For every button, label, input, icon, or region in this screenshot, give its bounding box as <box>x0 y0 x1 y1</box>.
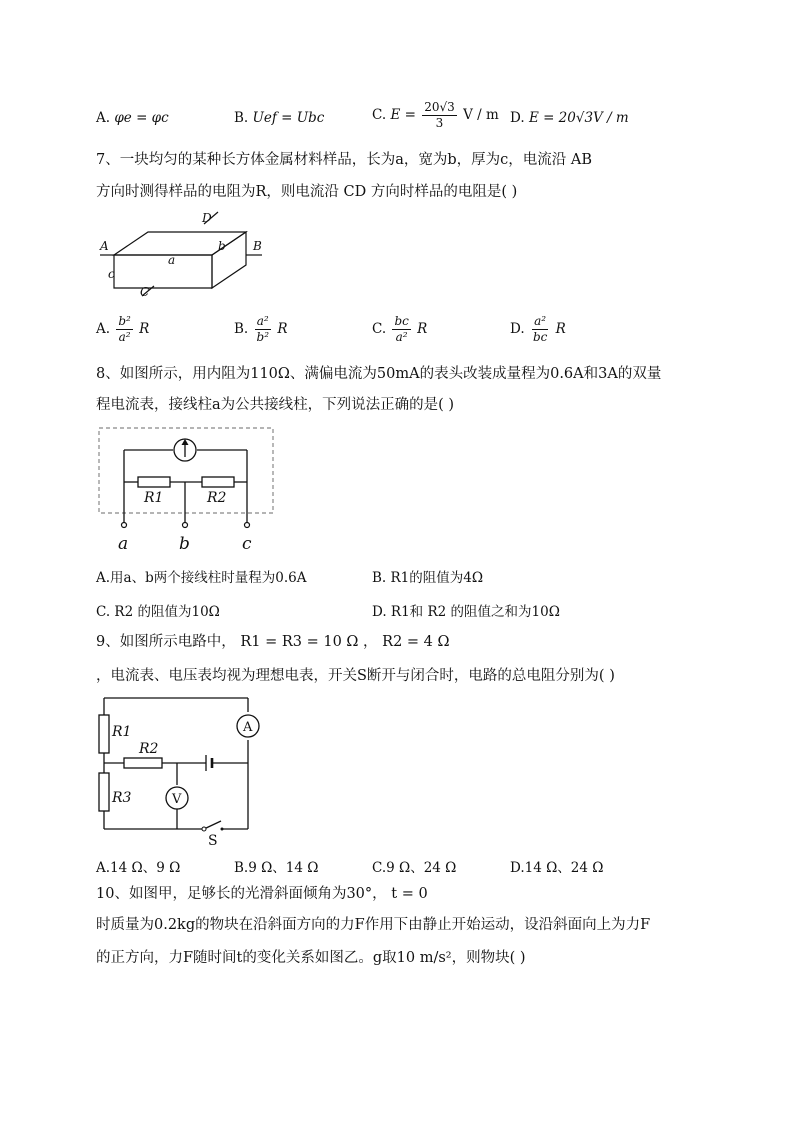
resistor-r1 <box>138 477 170 487</box>
label-R2: R2 <box>139 741 159 757</box>
switch-contact <box>221 828 224 831</box>
terminal-c <box>245 523 250 528</box>
q8-option-c[interactable]: C. R2 的阻值为10Ω <box>96 604 220 620</box>
q6-option-a[interactable]: A. φe = φc <box>96 110 169 126</box>
q9-stem-line2: ，电流表、电压表均视为理想电表，开关S断开与闭合时，电路的总电阻分别为( ) <box>96 668 615 684</box>
q10-stem-line1: 10、如图甲，足够长的光滑斜面倾角为30°， t = 0 <box>96 886 428 902</box>
q10-stem-line3: 的正方向，力F随时间t的变化关系如图乙。g取10 m/s²，则物块( ) <box>96 950 526 966</box>
label-b: b <box>179 534 190 554</box>
ammeter-label: A <box>243 720 253 735</box>
q6-option-b-expr: Uef = Ubc <box>252 110 325 126</box>
q9-stem-line1: 9、如图所示电路中， R1 = R3 = 10 Ω ， R2 = 4 Ω <box>96 634 450 650</box>
label-R1: R1 <box>112 724 132 740</box>
q9-option-d[interactable]: D.14 Ω、24 Ω <box>510 860 604 876</box>
label-D: D <box>202 211 212 225</box>
q8-ammeter-circuit <box>96 425 281 555</box>
label-C: C <box>140 285 150 299</box>
q6-option-d[interactable]: D. E = 20√3V / m <box>510 110 629 126</box>
q8-stem-line2: 程电流表，接线柱a为公共接线柱，下列说法正确的是( ) <box>96 397 455 413</box>
label-c: c <box>108 267 115 281</box>
cuboid-front-face <box>114 255 212 288</box>
resistor-r2 <box>124 758 162 768</box>
q8-option-a[interactable]: A.用a、b两个接线柱时量程为0.6A <box>96 570 307 586</box>
label-R2: R2 <box>207 490 227 506</box>
q6-option-b[interactable]: B. Uef = Ubc <box>234 110 325 126</box>
switch-pivot <box>202 827 206 831</box>
switch-blade <box>204 821 221 829</box>
terminal-a <box>122 523 127 528</box>
q7-option-d[interactable]: D. $\frac{\text{a²}}{bc}$ R <box>510 314 566 344</box>
label-B: B <box>253 239 262 253</box>
q6-option-c-fraction: $\frac{20√3}{3}$ <box>424 100 455 130</box>
label-b: b <box>218 239 226 253</box>
resistor-r1 <box>99 715 109 753</box>
q9-option-a[interactable]: A.14 Ω、9 Ω <box>96 860 181 876</box>
q9-option-b[interactable]: B.9 Ω、14 Ω <box>234 860 319 876</box>
q7-stem-line2: 方向时测得样品的电阻为R，则电流沿 CD 方向时样品的电阻是( ) <box>96 184 518 200</box>
q8-option-d[interactable]: D. R1和 R2 的阻值之和为10Ω <box>372 604 560 620</box>
label-a: a <box>168 253 176 267</box>
label-a: a <box>118 534 129 554</box>
label-A: A <box>100 239 109 253</box>
resistor-r3 <box>99 773 109 811</box>
label-R3: R3 <box>112 790 132 806</box>
q6-option-c[interactable]: C. E = $\frac{20√3}{3}$ V / m <box>372 100 499 130</box>
q7-cuboid-figure <box>96 210 276 300</box>
q7-option-c[interactable]: C. $\frac{bc}{\text{a²}}$ R <box>372 314 428 344</box>
terminal-b <box>183 523 188 528</box>
voltmeter-label: V <box>172 792 182 807</box>
q7-stem-line1: 7、一块均匀的某种长方体金属材料样品，长为a，宽为b，厚为c，电流沿 AB <box>96 152 593 168</box>
q7-option-b[interactable]: B. $\frac{\text{a²}}{\text{b²}}$ R <box>234 314 288 344</box>
label-R1: R1 <box>144 490 164 506</box>
q8-stem-line1: 8、如图所示，用内阻为110Ω、满偏电流为50mA的表头改装成量程为0.6A和3A的双量 <box>96 366 662 382</box>
q10-stem-line2: 时质量为0.2kg的物块在沿斜面方向的力F作用下由静止开始运动，设沿斜面向上为力F <box>96 917 651 933</box>
cuboid-top-face <box>114 232 246 255</box>
q6-option-a-expr: φe = φc <box>114 110 169 126</box>
q9-option-c[interactable]: C.9 Ω、24 Ω <box>372 860 457 876</box>
q6-option-d-expr: E = 20√3V / m <box>528 110 629 126</box>
switch-label: S <box>208 833 218 847</box>
q7-option-a[interactable]: A. $\frac{\text{b²}}{\text{a²}}$ R <box>96 314 150 344</box>
q8-option-b[interactable]: B. R1的阻值为4Ω <box>372 570 484 586</box>
label-c: c <box>242 534 252 554</box>
q9-circuit <box>96 695 276 847</box>
resistor-r2 <box>202 477 234 487</box>
